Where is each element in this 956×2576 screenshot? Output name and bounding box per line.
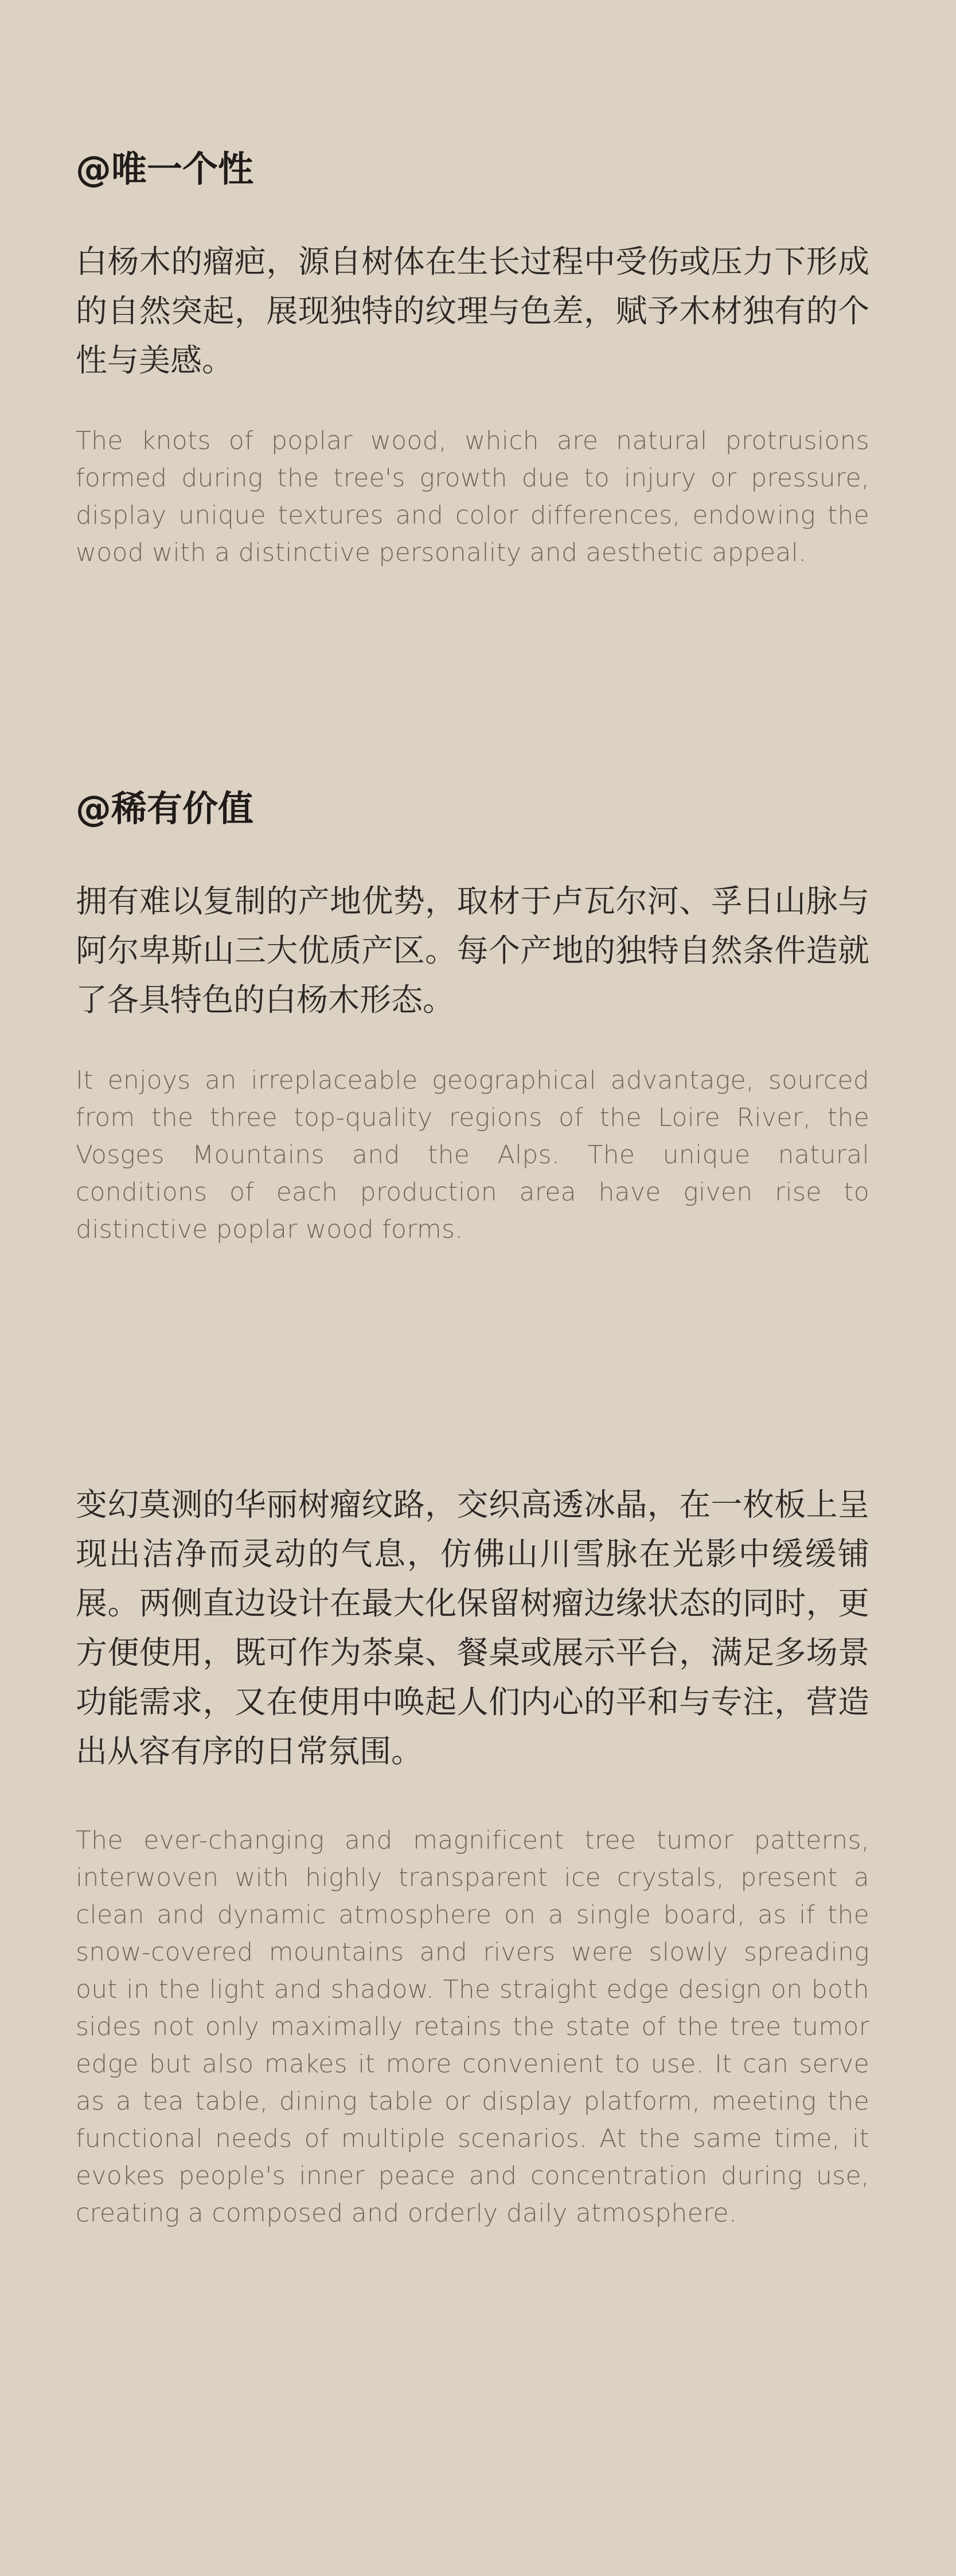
- english-paragraph: The knots of poplar wood, which are natural protrusions formed during the tree's growth due to injury or pressure, display unique textures and color differences, endowing the wood with a distinctive personality and aesthetic appeal.: [76, 426, 869, 567]
- section-rare-value: [76, 786, 869, 1248]
- chinese-paragraph: 变幻莫测的华丽树瘤纹路，交织高透冰晶，在一枚板上呈现出洁净而灵动的气息，仿佛山川雪脉在光影中缓缓铺展。两侧直边设计在最大化保留树瘤边缘状态的同时，更方便使用，既可作为茶桌、餐桌或展示平台，满足多场景功能需求，又在使用中唤起人们内心的平和与专注，营造出从容有序的日常氛围。: [76, 1486, 869, 1770]
- english-paragraph: It enjoys an irreplaceable geographical advantage, sourced from the three top-quality regions of the Loire River, the Vosges Mountains and the Alps. The unique natural conditions of each production area have given rise to distinctive poplar wood forms.: [76, 1066, 869, 1244]
- english-paragraph: The ever-changing and magnificent tree tumor patterns, interwoven with highly transparent ice crystals, present a clean and dynamic atmosphere on a single board, as if the snow-covered mountains and rivers were slowly spreading out in the light and shadow. The straight edge design on both sides not only maximally retains the state of the tree tumor edge but also makes it more convenient to use. It can serve as a tea table, dining table or display platform, meeting the functional needs of multiple scenarios. At the same time, it evokes people's inner peace and concentration during use, creating a composed and orderly daily atmosphere.: [76, 1826, 869, 2228]
- chinese-paragraph: 拥有难以复制的产地优势，取材于卢瓦尔河、孚日山脉与阿尔卑斯山三大优质产区。每个产地的独特自然条件造就了各具特色的白杨木形态。: [76, 883, 869, 1018]
- section-heading: @稀有价值: [76, 788, 254, 829]
- section-product-description: [76, 1480, 869, 2232]
- section-heading: @唯一个性: [76, 148, 254, 190]
- chinese-paragraph: 白杨木的瘤疤，源自树体在生长过程中受伤或压力下形成的自然突起，展现独特的纹理与色差，赋予木材独有的个性与美感。: [76, 243, 869, 379]
- section-unique-personality: [76, 146, 869, 571]
